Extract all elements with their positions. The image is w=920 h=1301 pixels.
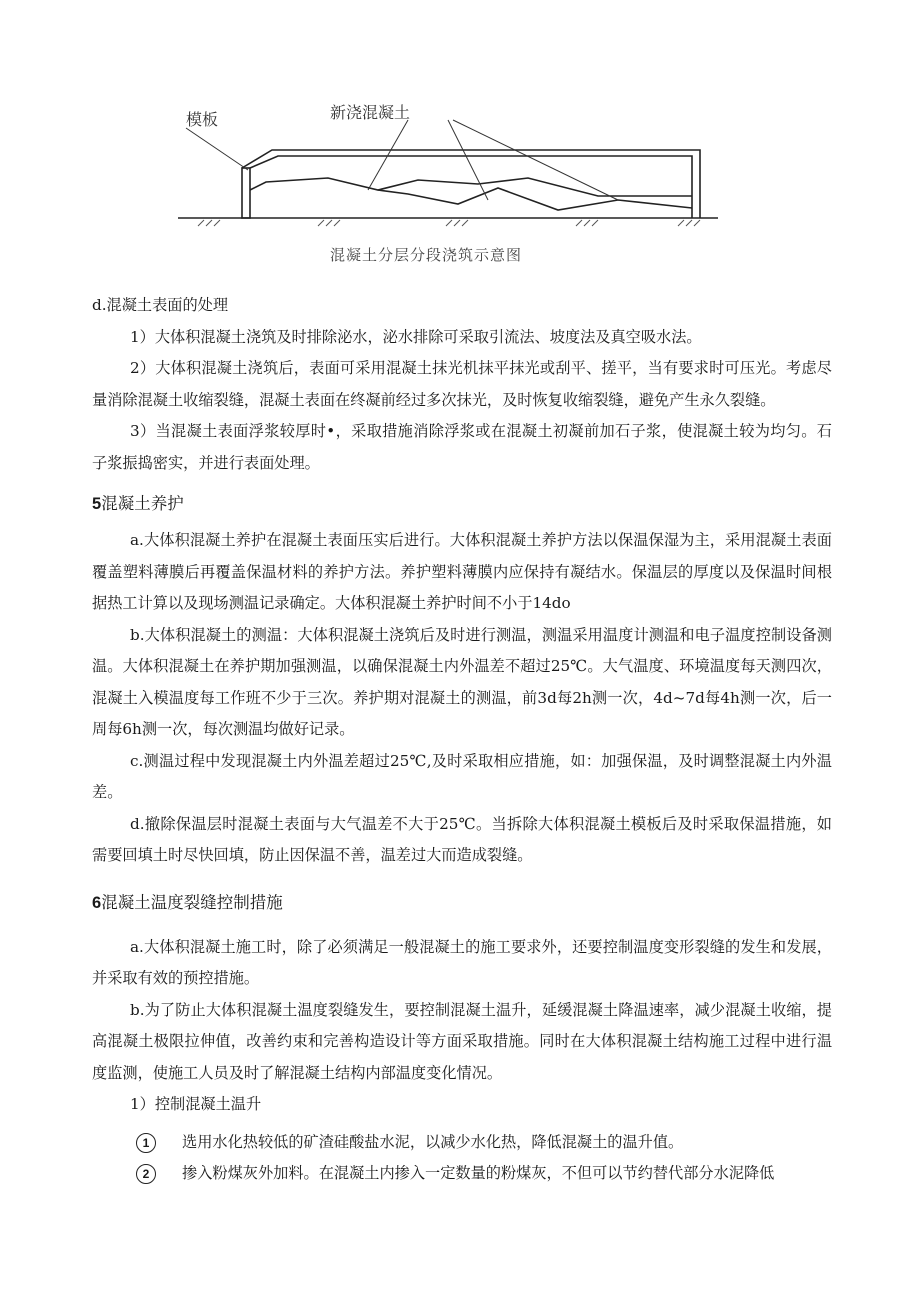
section5-heading	[92, 487, 832, 521]
list-item-text: 选用水化热较低的矿渣硅酸盐水泥，以减少水化热，降低混凝土的温升值。	[182, 1132, 684, 1151]
section5-c: c.测温过程中发现混凝土内外温差超过25℃,及时采取相应措施，如：加强保温，及时调整混凝土内外温差。	[92, 751, 832, 801]
list-item	[92, 1158, 832, 1190]
section5-title: 混凝土养护	[101, 494, 184, 513]
section6-title: 混凝土温度裂缝控制措施	[101, 892, 283, 912]
list-item-text: 掺入粉煤灰外加料。在混凝土内掺入一定数量的粉煤灰，不但可以节约替代部分水泥降低	[182, 1164, 775, 1182]
section-d-p3: 3）当混凝土表面浮浆较厚时•，采取措施消除浮浆或在混凝土初凝前加石子浆，使混凝土较为均匀。石子浆振捣密实，并进行表面处理。	[92, 422, 832, 472]
section6-a: a.大体积混凝土施工时，除了必须满足一般混凝土的施工要求外，还要控制温度变形裂缝的发生和发展，并采取有效的预控措施。	[92, 937, 832, 987]
section5-number: 5	[92, 495, 102, 513]
section6-number: 6	[92, 893, 102, 912]
section6-b: b.为了防止大体积混凝土温度裂缝发生，要控制混凝土温升，延缓混凝土降温速率，减少混凝土收缩，提高混凝土极限拉伸值，改善约束和完善构造设计等方面采取措施。同时在大体积混凝土结构施工过程中进行温度监测，使施工人员及时了解混凝土结构内部温度变化情况。	[92, 1000, 832, 1082]
circled-number: 1	[136, 1133, 156, 1153]
pour-diagram-svg	[178, 100, 718, 240]
figure-caption: 混凝土分层分段浇筑示意图	[330, 246, 523, 264]
section-d-p2: 2）大体积混凝土浇筑后，表面可采用混凝土抹光机抹平抹光或刮平、搓平，当有要求时可压光。考虑尽量消除混凝土收缩裂缝，混凝土表面在终凝前经过多次抹光，及时恢复收缩裂缝，避免产生永久裂缝。	[92, 359, 832, 409]
section6-heading	[92, 886, 832, 920]
circled-number: 2	[136, 1164, 156, 1184]
document-body	[92, 290, 832, 1190]
list-item	[92, 1127, 832, 1159]
section-d-p1: 1）大体积混凝土浇筑及时排除泌水，泌水排除可采取引流法、坡度法及真空吸水法。	[130, 327, 702, 346]
section-d-title: d.混凝土表面的处理	[92, 296, 229, 314]
section5-a: a.大体积混凝土养护在混凝土表面压实后进行。大体积混凝土养护方法以保温保湿为主，采用混凝土表面覆盖塑料薄膜后再覆盖保温材料的养护方法。养护塑料薄膜内应保持有凝结水。保温层的厚度以及保温时间根据热工计算以及现场测温记录确定。大体积混凝土养护时间不小于14do	[92, 531, 832, 612]
section5-b: b.大体积混凝土的测温：大体积混凝土浇筑后及时进行测温，测温采用温度计测温和电子温度控制设备测温。大体积混凝土在养护期加强测温，以确保混凝土内外温差不超过25℃。大气温度、环境温度每天测四次，混凝土入模温度每工作班不少于三次。养护期对混凝土的测温，前3d每2h测一次，4d~7d每4h测一次，后一周每6h测一次，每次测温均做好记录。	[92, 625, 832, 738]
new-concrete-label: 新浇混凝土	[330, 103, 411, 122]
section6-sub1: 1）控制混凝土温升	[130, 1095, 262, 1113]
section5-d: d.撤除保温层时混凝土表面与大气温差不大于25℃。当拆除大体积混凝土模板后及时采取保温措施，如需要回填土时尽快回填，防止因保温不善，温差过大而造成裂缝。	[92, 814, 832, 864]
formwork-label: 模板	[186, 110, 219, 129]
